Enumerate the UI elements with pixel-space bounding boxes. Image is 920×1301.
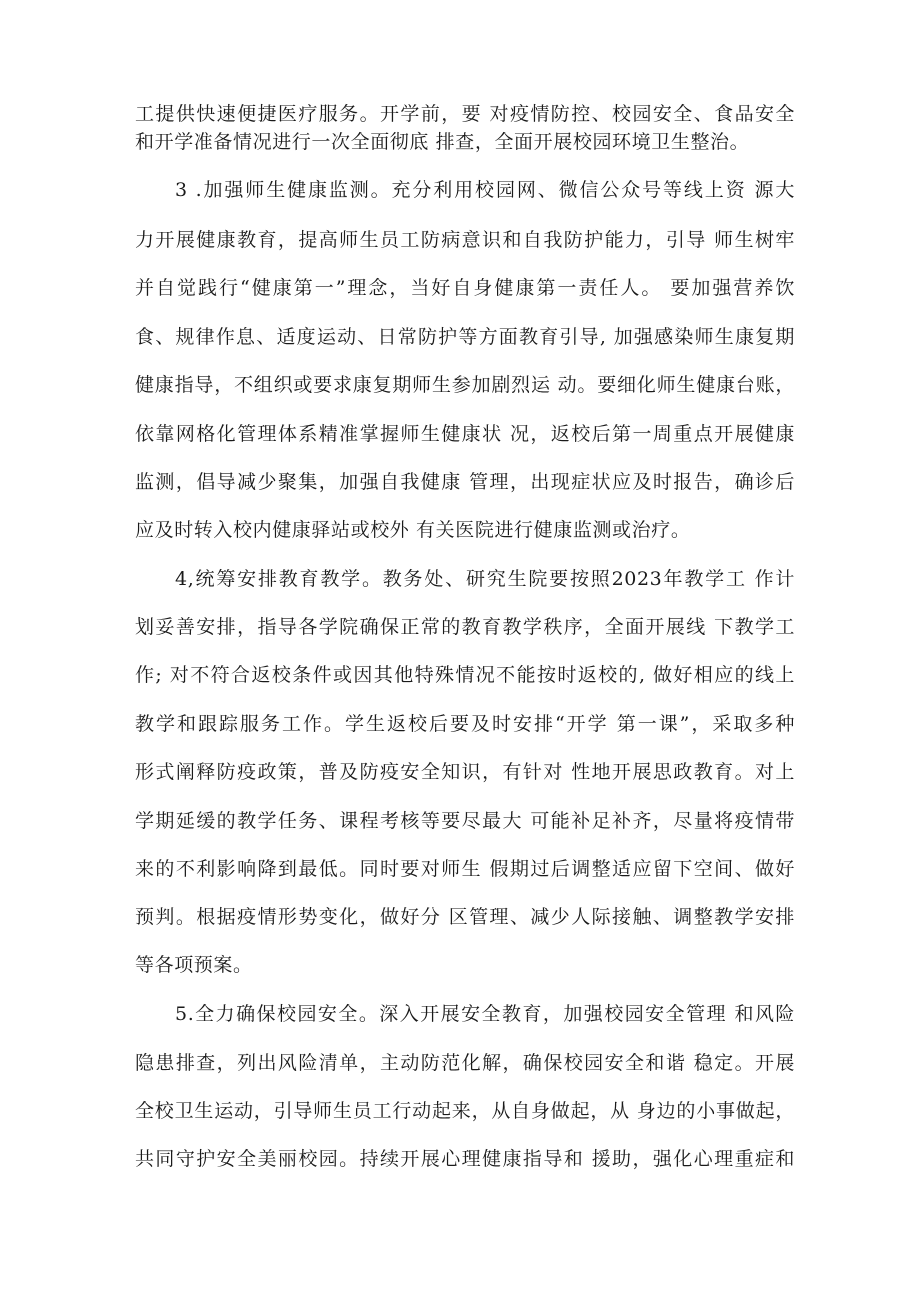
text-line: 隐患排查，列出风险清单，主动防范化解，确保校园安全和谐 稳定。开展 [135, 1052, 795, 1074]
text-line: 监测，倡导减少聚集，加强自我健康 管理，出现症状应及时报告，确诊后 [135, 471, 795, 493]
text-line: 预判。根据疫情形势变化，做好分 区管理、减少人际接触、调整教学安排 [135, 906, 795, 928]
text-line: 工提供快速便捷医疗服务。开学前，要 对疫情防控、校园安全、食品安全 [135, 103, 795, 125]
text-line: 健康指导，不组织或要求康复期师生参加剧烈运 动。要细化师生健康台账， [135, 374, 795, 396]
paragraph-3-heading-line: 3 .加强师生健康监测。充分利用校园网、微信公众号等线上资 源大 [175, 179, 795, 201]
text-line: 等各项预案。 [135, 954, 253, 976]
text-line: 教学和跟踪服务工作。学生返校后要及时安排“开学 第一课”，采取多种 [135, 713, 795, 735]
paragraph-5-heading-line: 5.全力确保校园安全。深入开展安全教育，加强校园安全管理 和风险 [175, 1003, 795, 1025]
text-line: 形式阐释防疫政策，普及防疫安全知识，有针对 性地开展思政教育。对上 [135, 761, 795, 783]
text-line: 来的不利影响降到最低。同时要对师生 假期过后调整适应留下空间、做好 [135, 858, 795, 880]
text-line: 并自觉践行“健康第一”理念，当好自身健康第一责任人。 要加强营养饮 [135, 277, 795, 299]
text-line: 共同守护安全美丽校园。持续开展心理健康指导和 援助，强化心理重症和 [135, 1148, 795, 1170]
text-line: 依靠网格化管理体系精准掌握师生健康状 况，返校后第一周重点开展健康 [135, 423, 795, 445]
text-line: 作; 对不符合返校条件或因其他特殊情况不能按时返校的, 做好相应的线上 [135, 664, 795, 686]
text-line: 应及时转入校内健康驿站或校外 有关医院进行健康监测或治疗。 [135, 519, 691, 541]
paragraph-4-heading-line: 4,统筹安排教育教学。教务处、研究生院要按照2023年教学工 作计 [175, 568, 795, 590]
text-line: 学期延缓的教学任务、课程考核等要尽最大 可能补足补齐，尽量将疫情带 [135, 810, 795, 832]
text-line: 划妥善安排，指导各学院确保正常的教育教学秩序，全面开展线 下教学工 [135, 616, 795, 638]
text-line: 食、规律作息、适度运动、日常防护等方面教育引导, 加强感染师生康复期 [135, 326, 795, 348]
text-line: 和开学准备情况进行一次全面彻底 排查，全面开展校园环境卫生整治。 [135, 131, 750, 153]
text-line: 力开展健康教育，提高师生员工防病意识和自我防护能力，引导 师生树牢 [135, 229, 795, 251]
text-line: 全校卫生运动，引导师生员工行动起来，从自身做起，从 身边的小事做起， [135, 1100, 795, 1122]
